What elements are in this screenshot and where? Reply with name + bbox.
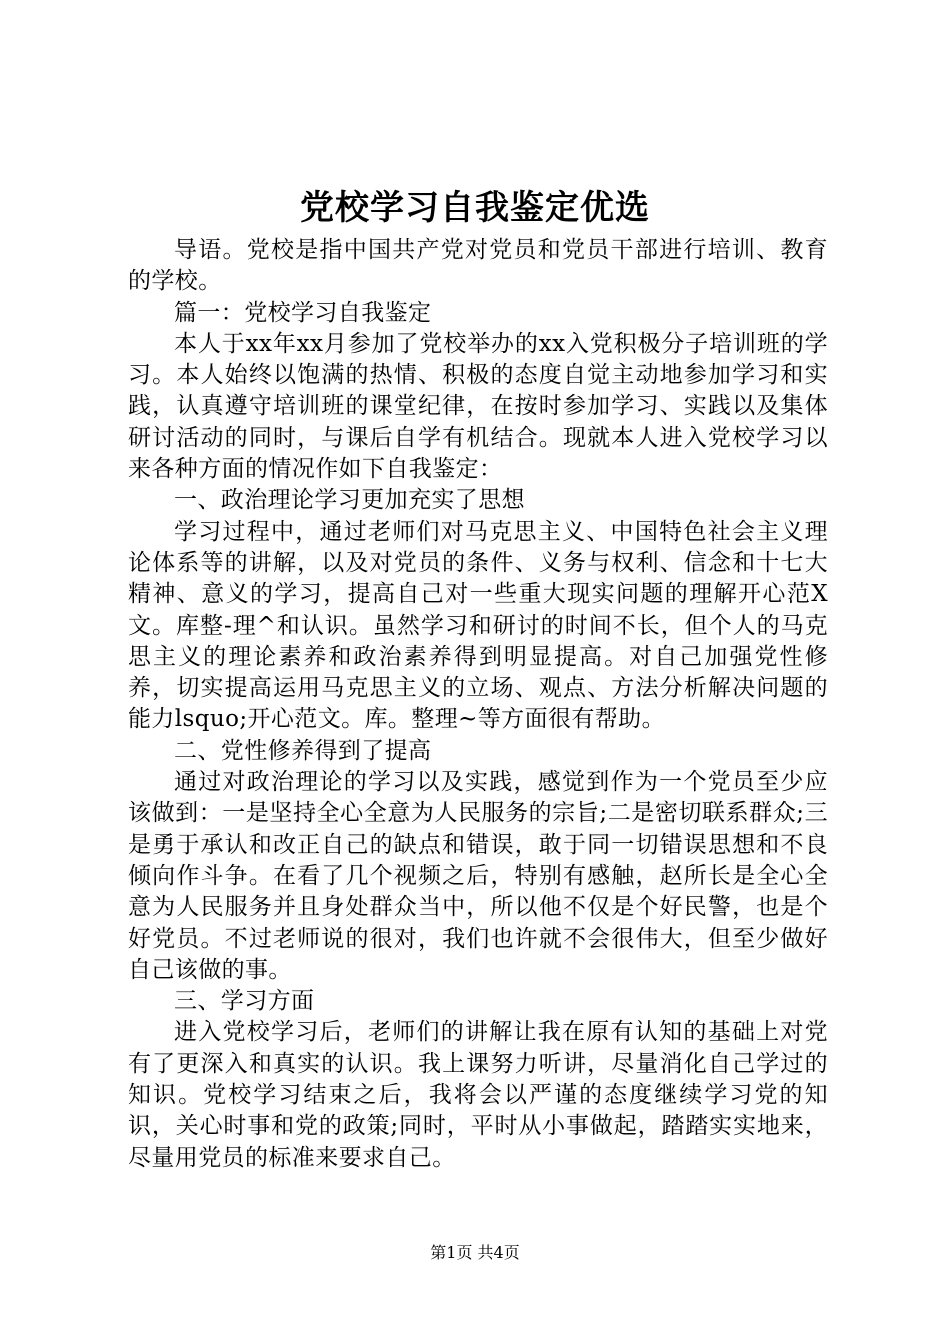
- section-heading-political-theory: 一、政治理论学习更加充实了思想: [174, 487, 525, 514]
- page-number-footer: 第1页 共4页: [430, 1243, 520, 1262]
- document-body: [128, 235, 828, 1174]
- paragraph-opening: 本人于xx年xx月参加了党校举办的xx入党积极分子培训班的学习。本人始终以饱满的热情、积极的态度自觉主动地参加学习和实践，认真遵守培训班的课堂纪律，在按时参加学习、实践以及集体研讨活动的同时，与课后自学有机结合。现就本人进入党校学习以来各种方面的情况作如下自我鉴定：: [128, 330, 828, 483]
- paragraph-study: 进入党校学习后，老师们的讲解让我在原有认知的基础上对党有了更深入和真实的认识。我上课努力听讲，尽量消化自己学过的知识。党校学习结束之后，我将会以严谨的态度继续学习党的知识，关心时事和党的政策;同时，平时从小事做起，踏踏实实地来，尽量用党员的标准来要求自己。: [128, 1019, 828, 1171]
- paragraph-political-theory: 学习过程中，通过老师们对马克思主义、中国特色社会主义理论体系等的讲解，以及对党员的条件、义务与权利、信念和十七大精神、意义的学习，提高自己对一些重大现实问题的理解开心范X文。库整-理^和认识。虽然学习和研讨的时间不长，但个人的马克思主义的理论素养和政治素养得到明显提高。对自己加强党性修养，切实提高运用马克思主义的立场、观点、方法分析解决问题的能力lsquo;开心范文。库。整理~等方面很有帮助。: [128, 518, 828, 733]
- section-heading-study: 三、学习方面: [174, 988, 315, 1015]
- paragraph-intro: 导语。党校是指中国共产党对党员和党员干部进行培训、教育的学校。: [128, 237, 828, 295]
- paragraph-chapter-heading: 篇一：党校学习自我鉴定: [174, 299, 432, 326]
- section-heading-party-spirit: 二、党性修养得到了提高: [174, 737, 432, 764]
- document-title: 党校学习自我鉴定优选: [300, 188, 650, 228]
- paragraph-party-spirit: 通过对政治理论的学习以及实践，感觉到作为一个党员至少应该做到：一是坚持全心全意为人民服务的宗旨;二是密切联系群众;三是勇于承认和改正自己的缺点和错误，敢于同一切错误思想和不良倾向作斗争。在看了几个视频之后，特别有感触，赵所长是全心全意为人民服务并且身处群众当中，所以他不仅是个好民警，也是个好党员。不过老师说的很对，我们也许就不会很伟大，但至少做好自己该做的事。: [128, 769, 828, 983]
